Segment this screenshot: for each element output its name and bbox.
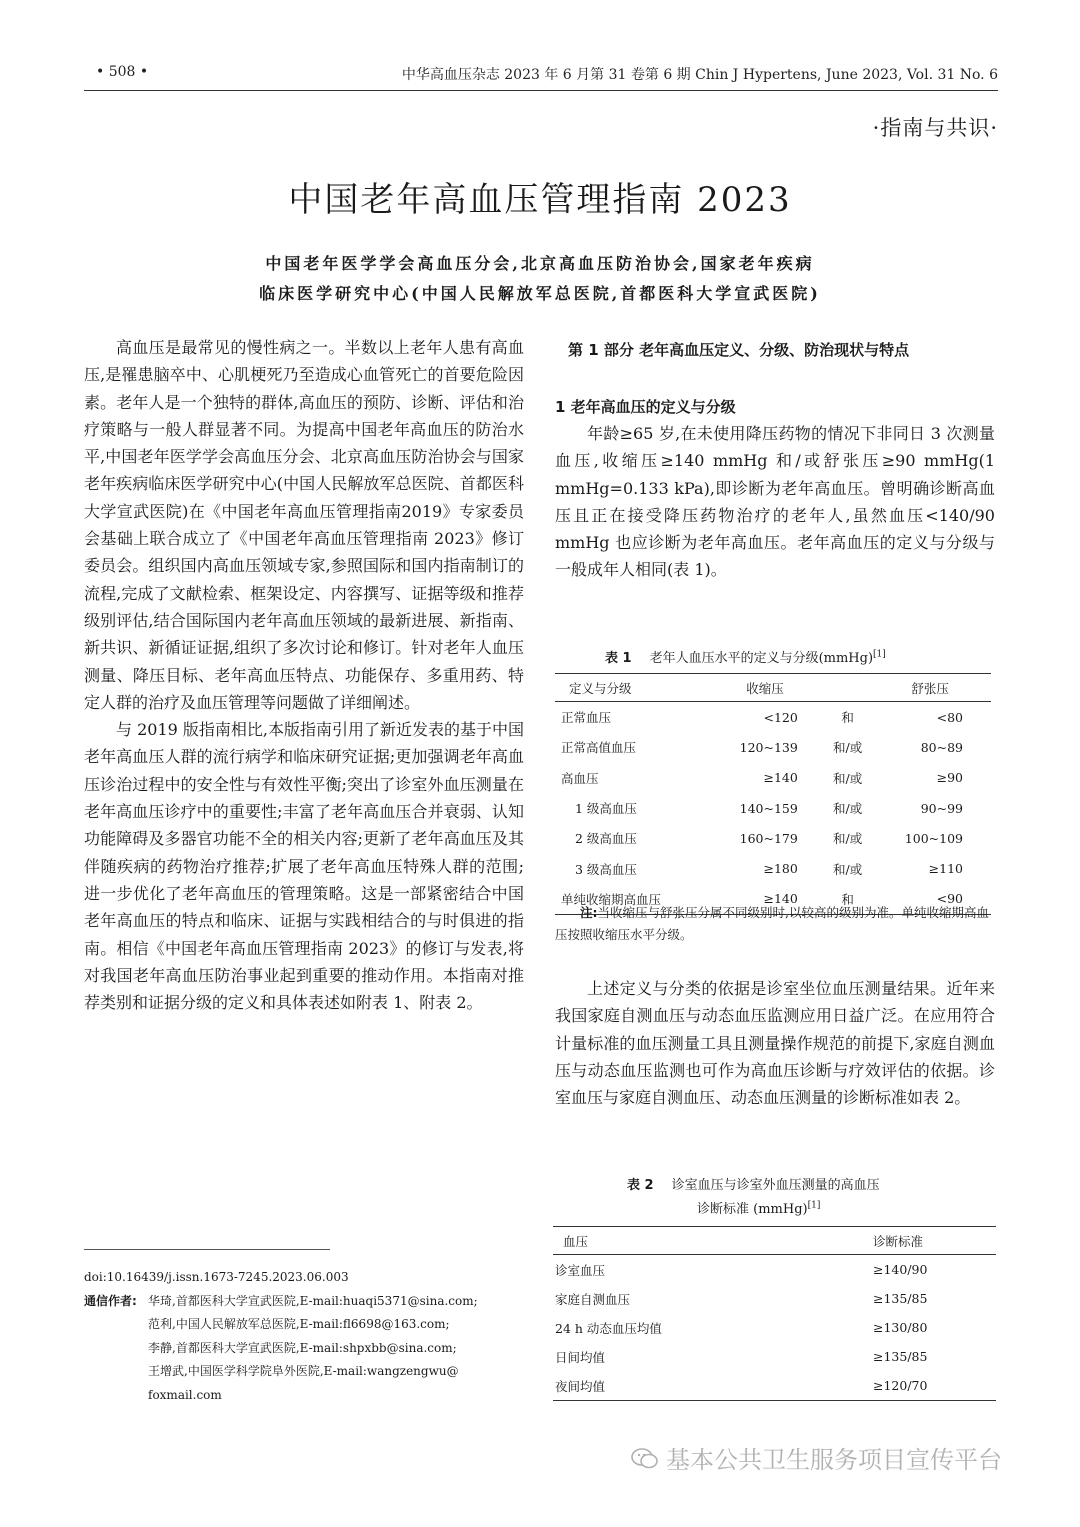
- table-cell: ≥135/85: [873, 1349, 928, 1364]
- table2-header-row: [553, 1227, 996, 1255]
- table-row: [553, 1342, 996, 1371]
- table-cell: <120: [763, 709, 798, 725]
- table1-header: [826, 674, 870, 702]
- footnote-line: 华琦,首都医科大学宣武医院,E-mail:huaqi5371@sina.com;: [148, 1294, 478, 1308]
- table-cell: 单纯收缩期高血压: [555, 884, 704, 915]
- table-row: [555, 793, 991, 823]
- table-cell: 和: [841, 710, 854, 726]
- section-tag: ·指南与共识·: [872, 116, 998, 140]
- table-row: [553, 1371, 996, 1401]
- table-cell: ≥130/80: [873, 1320, 928, 1335]
- table-cell: 高血压: [561, 770, 599, 786]
- authors-line-2: 临床医学研究中心(中国人民解放军总医院,首都医科大学宣武医院): [259, 284, 821, 303]
- watermark: [630, 1440, 1002, 1475]
- footnote-line: 李静,首都医科大学宣武医院,E-mail:shpxbb@sina.com;: [148, 1341, 457, 1355]
- table-cell: ≥140: [763, 770, 798, 786]
- corresponding-label: 通信作者:: [84, 1294, 137, 1308]
- intro-paragraph-2: 与 2019 版指南相比,本版指南引用了新近发表的基于中国老年高血压人群的流行病学和临床研究证据;更加强调老年高血压诊治过程中的安全性与有效性平衡;突出了诊室外血压测量在老年高血压诊疗中的重要性;丰富了老年高血压合并衰弱、认知功能障碍及多器官功能不全的相关内容;更新了老年高血压及其伴随疾病的药物治疗推荐;扩展了老年高血压特殊人群的范围;进一步优化了老年高血压的管理策略。这是一部紧密结合中国老年高血压的特点和临床、证据与实践相结合的与时俱进的指南。相信《中国老年高血压管理指南 2023》的修订与发表,将对我国老年高血压防治事业起到重要的推动作用。本指南对推荐类别和证据分级的定义和具体表述如附表 1、附表 2。: [84, 720, 524, 1013]
- table-cell: <80: [936, 709, 963, 725]
- left-column: [84, 334, 524, 1016]
- table-cell: 80~89: [920, 739, 963, 755]
- table-cell: 120~139: [739, 739, 798, 755]
- table-cell: ≥140: [704, 884, 826, 915]
- table1-header: 收缩压: [704, 674, 826, 702]
- table-cell: 和/或: [833, 801, 863, 817]
- table-cell: 家庭自测血压: [555, 1291, 631, 1307]
- intro-paragraph-1: 高血压是最常见的慢性病之一。半数以上老年人患有高血压,是罹患脑卒中、心肌梗死乃至造成心血管死亡的首要危险因素。老年人是一个独特的群体,高血压的预防、诊断、评估和治疗策略与一般人群显著不同。为提高中国老年高血压的防治水平,中国老年医学学会高血压分会、北京高血压防治协会与国家老年疾病临床医学研究中心(中国人民解放军总医院、首都医科大学宣武医院)在《中国老年高血压管理指南2019》专家委员会基础上联合成立了《中国老年高血压管理指南 2023》修订委员会。组织国内高血压领域专家,参照国际和国内指南制订的流程,完成了文献检索、框架设定、内容撰写、证据等级和推荐级别评估,结合国际国内老年高血压领域的最新进展、新指南、新共识、新循证证据,组织了多次讨论和修订。针对老年人血压测量、降压目标、老年高血压特点、功能保存、多重用药、特定人群的治疗及血压管理等问题做了详细阐述。: [84, 338, 524, 712]
- table-cell: ≥140/90: [873, 1262, 928, 1277]
- authors-line-1: 中国老年医学学会高血压分会,北京高血压防治协会,国家老年疾病: [265, 254, 815, 273]
- table-row: [553, 1284, 996, 1313]
- footnote-line: 王增武,中国医学科学院阜外医院,E-mail:wangzengwu@: [148, 1364, 459, 1378]
- table1-note: [555, 902, 995, 946]
- table-cell: 和: [826, 884, 870, 915]
- table1: [555, 673, 991, 915]
- table1-header-row: [555, 674, 991, 702]
- part-heading: 第 1 部分 老年高血压定义、分级、防治现状与特点: [568, 341, 910, 359]
- table1-note-label: 注:: [580, 905, 598, 920]
- table-row: [553, 1255, 996, 1285]
- table1-ref: [1]: [873, 649, 886, 660]
- table-cell: ≥90: [936, 770, 963, 786]
- table-cell: 夜间均值: [553, 1371, 872, 1401]
- table1-header: 舒张压: [869, 674, 991, 702]
- table-row: [555, 763, 991, 793]
- table-cell: 正常高值血压: [561, 740, 637, 756]
- table-cell: 2 级高血压: [575, 831, 637, 847]
- journal-header: 中华高血压杂志 2023 年 6 月第 31 卷第 6 期 Chin J Hypertens, June 2023, Vol. 31 No. 6: [401, 67, 998, 83]
- criteria-paragraph: 上述定义与分类的依据是诊室坐位血压测量结果。近年来我国家庭自测血压与动态血压监测应用日益广泛。在应用符合计量标准的血压测量工具且测量操作规范的前提下,家庭自测血压与动态血压监测也可作为高血压诊断与疗效评估的依据。诊室血压与家庭自测血压、动态血压测量的诊断标准如表 2。: [555, 979, 995, 1108]
- table-row: [555, 823, 991, 853]
- table-cell: <90: [869, 884, 991, 915]
- table2-label: 表 2: [627, 1178, 654, 1193]
- table-row: [555, 853, 991, 883]
- table-cell: 和/或: [833, 861, 863, 877]
- table-cell: ≥135/85: [873, 1291, 928, 1306]
- article-title: 中国老年高血压管理指南 2023: [288, 180, 792, 220]
- table-cell: 日间均值: [555, 1349, 606, 1365]
- table1-note-text: 当收缩压与舒张压分属不同级别时,以较高的级别为准。单纯收缩期高血压按照收缩压水平分级。: [555, 905, 989, 942]
- table-row: [555, 702, 991, 733]
- table2: [553, 1226, 996, 1401]
- table2-header: 血压: [553, 1227, 872, 1255]
- table1-header: 定义与分级: [555, 674, 704, 702]
- section-heading: 1 老年高血压的定义与分级: [555, 398, 736, 416]
- table-cell: ≥180: [763, 861, 798, 877]
- table-cell: 和/或: [833, 770, 863, 786]
- table-cell: 90~99: [920, 800, 963, 816]
- table2-caption-line-2: [697, 1198, 820, 1217]
- table-cell: 诊室血压: [555, 1262, 606, 1278]
- doi: doi:10.16439/j.issn.1673-7245.2023.06.003: [84, 1270, 349, 1284]
- table-cell: 1 级高血压: [575, 801, 637, 817]
- table1-label: 表 1: [605, 651, 632, 666]
- table2-caption-text: 诊室血压与诊室外血压测量的高血压: [671, 1178, 880, 1193]
- table-cell: 140~159: [739, 800, 798, 816]
- table2-caption: [627, 1174, 880, 1193]
- table-cell: 100~109: [904, 830, 963, 846]
- table-cell: ≥120/70: [872, 1371, 996, 1401]
- table-cell: 160~179: [739, 830, 798, 846]
- table2-header: 诊断标准: [872, 1227, 996, 1255]
- table-cell: ≥110: [928, 861, 963, 877]
- wechat-icon: [630, 1446, 660, 1472]
- table-cell: 24 h 动态血压均值: [555, 1320, 662, 1336]
- table-row: [555, 732, 991, 762]
- table2-caption-text: 诊断标准 (mmHg): [697, 1202, 808, 1217]
- table-cell: 正常血压: [561, 710, 612, 726]
- table-cell: 3 级高血压: [575, 861, 637, 877]
- footnote-line: foxmail.com: [148, 1388, 222, 1402]
- table-cell: 和/或: [833, 831, 863, 847]
- page-number: • 508 •: [96, 64, 149, 80]
- footnote-rule: [84, 1249, 330, 1250]
- footnote-line: 范利,中国人民解放军总医院,E-mail:fl6698@163.com;: [148, 1317, 450, 1331]
- table1-caption: [605, 647, 886, 666]
- header-rule: [84, 90, 998, 91]
- table-cell: 和/或: [833, 740, 863, 756]
- definition-paragraph: 年龄≥65 岁,在未使用降压药物的情况下非同日 3 次测量血压,收缩压≥140 mmHg 和/或舒张压≥90 mmHg(1 mmHg=0.133 kPa),即诊断为老年高血压。曾明确诊断高血压且正在接受降压药物治疗的老年人,虽然血压<140/90 mmHg 也应诊断为老年高血压。老年高血压的定义与分级与一般成年人相同(表 1)。: [555, 424, 995, 580]
- table1-caption-text: 老年人血压水平的定义与分级(mmHg): [649, 651, 874, 666]
- watermark-text: 基本公共卫生服务项目宣传平台: [666, 1446, 1002, 1474]
- table2-ref: [1]: [807, 1200, 821, 1211]
- table-row: [553, 1313, 996, 1342]
